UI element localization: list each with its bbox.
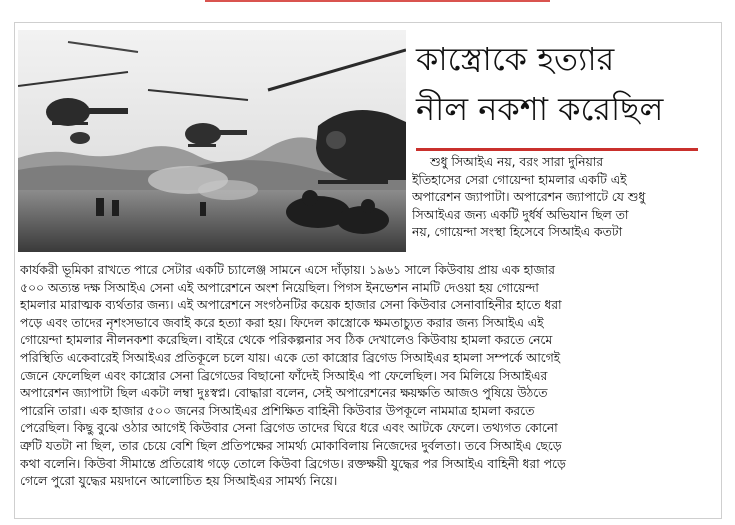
body-line: পরিস্থিতি একেবারেই সিআইএর প্রতিকূলে চলে যায়। একে তো কাস্ত্রোর ব্রিগেড সিআইএর হামলা সম্পর্কে আগেই [20,350,561,365]
headline-line-1: কাস্ত্রোকে হত্যার [416,40,615,78]
body-line: কার্যকরী ভূমিকা রাখতে পারে সেটার একটি চ্যালেঞ্জ সামনে এসে দাঁড়ায়। ১৯৬১ সালে কিউবায় প্রায় এক হাজার [20,263,555,277]
body-line: পারেনি তারা। এক হাজার ৫০০ জনের সিআইএর প্রশিক্ষিত বাহিনী কিউবার উপকূলে নামমাত্র হামলা করতে [20,403,535,418]
body-line: নয়, গোয়েন্দা সংস্থা হিসেবে সিআইএ কতটা [412,225,623,240]
top-accent-line [205,0,550,2]
body-line: পেরেছিল। কিছু বুঝে ওঠার আগেই কিউবার সেনা ব্রিগেড তাদের ঘিরে ধরে এবং আটকে ফেলে। তথ্যগত কোনো [20,421,558,436]
article-headline [416,34,706,134]
body-line: শুধু সিআইএ নয়, বরং সারা দুনিয়ার [430,155,604,169]
body-line: ৫০০ অত্যন্ত দক্ষ সিআইএ সেনা এই অপারেশনে অংশ নিয়েছিল। পিগস ইনভেশন নামটি দেওয়া হয় গোয়েন্দা [20,280,539,295]
body-line: সিআইএর জন্য একটি দুর্ধর্ষ অভিযান ছিল তা [412,207,629,222]
body-line: জেনে ফেলেছিল এবং কাস্ত্রোর সেনা ব্রিগেডের বিছানো ফাঁদেই সিআইএ পা ফেলেছিল। সব মিলিয়ে সিআইএর [20,368,548,383]
body-line: অপারেশন জ্যাপাটা ছিল একটা লম্বা দুঃস্বপ্ন। বোদ্ধারা বলেন, সেই অপারেশনের ক্ষয়ক্ষতি আজও পুষিয়ে উঠতে [20,386,548,401]
body-line: ইতিহাসের সেরা গোয়েন্দা হামলার একটি এই [412,172,627,187]
body-line: কথা বলেনি। কিউবা সীমান্তে প্রতিরোধ গড়ে তোলে কিউবা ব্রিগেড। রক্তক্ষয়ী যুদ্ধের পর সিআইএ বাহিনী ধরা পড়ে [20,456,566,471]
article-body [20,262,718,491]
body-line: হামলার মারাত্মক ব্যর্থতার জন্য। এই অপারেশনে সংগঠনটির কয়েক হাজার সেনা কিউবার সেনাবাহিনীর হাতে ধরা [20,298,562,313]
body-line: গোয়েন্দা হামলার নীলনকশা করেছিল। বাইরে থেকে পরিকল্পনার সব ঠিক দেখালেও কিউবায় হামলা করতে নেমে [20,333,553,348]
helicopter-battle-photo [18,30,406,252]
body-line: অপারেশন জ্যাপাটা। অপারেশন জ্যাপাটে যে শুধু [412,190,646,205]
headline-line-2: নীল নকশা করেছিল [416,90,664,128]
headline-underline [416,148,698,151]
body-line: গেলে পুরো যুদ্ধের ময়দানে আলোচিত হয় সিআইএর সামর্থ্য নিয়ে। [20,474,338,489]
article-intro [412,154,714,242]
body-line: ত্রুটি যতটা না ছিল, তার চেয়ে বেশি ছিল প্রতিপক্ষের সামর্থ্য মোকাবিলায় নিজেদের দুর্বলতা। তবে সিআইএ ছেড়ে [20,438,562,453]
body-line: পড়ে এবং তাদের নৃশংসভাবে জবাই করে হত্যা করা হয়। ফিদেল কাস্ত্রোকে ক্ষমতাচ্যুত করার জন্য সিআইএ এই [20,315,544,330]
